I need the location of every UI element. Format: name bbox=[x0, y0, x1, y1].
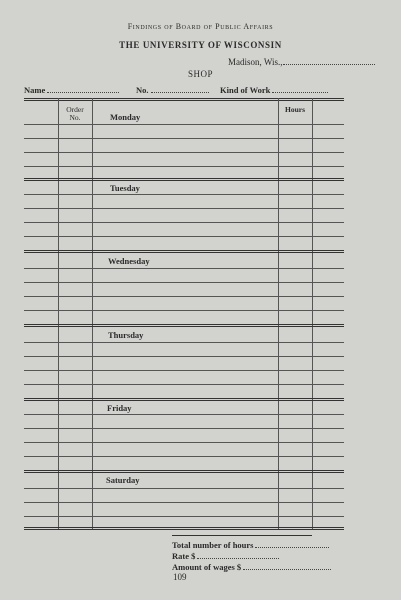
day-separator bbox=[24, 470, 344, 473]
rate-label: Rate $ bbox=[172, 551, 196, 561]
row-line bbox=[24, 442, 344, 443]
day-friday: Friday bbox=[107, 403, 132, 413]
row-line bbox=[24, 138, 344, 139]
row-line bbox=[24, 342, 344, 343]
row-line bbox=[24, 282, 344, 283]
row-line bbox=[24, 166, 344, 167]
day-separator bbox=[24, 178, 344, 181]
row-line bbox=[24, 208, 344, 209]
kind-of-work-label: Kind of Work bbox=[220, 85, 271, 95]
day-thursday: Thursday bbox=[108, 330, 144, 340]
hours-header: Hours bbox=[284, 105, 305, 114]
total-hours-blank bbox=[255, 547, 329, 548]
row-line bbox=[24, 310, 344, 311]
day-wednesday: Wednesday bbox=[108, 256, 150, 266]
last-col-divider bbox=[312, 98, 313, 530]
name-blank bbox=[47, 92, 119, 93]
number-label: No. bbox=[136, 85, 149, 95]
description-col-divider bbox=[92, 98, 93, 530]
location-line bbox=[228, 57, 375, 67]
wages-line bbox=[172, 562, 331, 572]
top-double-rule bbox=[24, 98, 344, 101]
day-monday: Monday bbox=[110, 112, 141, 122]
name-field bbox=[24, 85, 119, 95]
name-label: Name bbox=[24, 85, 46, 95]
rate-line bbox=[172, 551, 279, 561]
row-line bbox=[24, 456, 344, 457]
wages-label: Amount of wages $ bbox=[172, 562, 242, 572]
row-line bbox=[24, 516, 344, 517]
totals-rule bbox=[172, 535, 312, 536]
row-line bbox=[24, 384, 344, 385]
row-line bbox=[24, 488, 344, 489]
kind-of-work-blank bbox=[272, 92, 328, 93]
row-line bbox=[24, 356, 344, 357]
row-line bbox=[24, 152, 344, 153]
number-field bbox=[136, 85, 209, 95]
order-header-line1: Order bbox=[66, 105, 84, 114]
page-number: 109 bbox=[173, 572, 187, 582]
row-line bbox=[24, 428, 344, 429]
day-separator bbox=[24, 250, 344, 253]
row-line bbox=[24, 194, 344, 195]
bottom-double-rule bbox=[24, 527, 344, 530]
day-separator bbox=[24, 398, 344, 401]
row-line bbox=[24, 268, 344, 269]
hours-col-divider bbox=[278, 98, 279, 530]
order-header-line2: No. bbox=[69, 113, 81, 122]
row-line bbox=[24, 124, 344, 125]
rate-blank bbox=[197, 558, 279, 559]
wages-blank bbox=[243, 569, 331, 570]
shop-title: SHOP bbox=[187, 69, 213, 79]
timesheet-table bbox=[24, 98, 344, 530]
row-line bbox=[24, 296, 344, 297]
day-saturday: Saturday bbox=[106, 475, 140, 485]
date-blank bbox=[283, 64, 375, 65]
kind-of-work-field bbox=[220, 85, 328, 95]
day-tuesday: Tuesday bbox=[110, 183, 140, 193]
total-hours-label: Total number of hours bbox=[172, 540, 254, 550]
row-line bbox=[24, 502, 344, 503]
row-line bbox=[24, 222, 344, 223]
total-hours-line bbox=[172, 540, 329, 550]
row-line bbox=[24, 370, 344, 371]
location-label: Madison, Wis., bbox=[228, 57, 283, 67]
order-col-divider bbox=[58, 98, 59, 530]
order-no-header bbox=[58, 106, 92, 122]
day-separator bbox=[24, 324, 344, 327]
row-line bbox=[24, 236, 344, 237]
findings-header: Findings of Board of Public Affairs bbox=[127, 22, 274, 31]
number-blank bbox=[151, 92, 209, 93]
university-title: THE UNIVERSITY OF WISCONSIN bbox=[119, 40, 282, 50]
row-line bbox=[24, 414, 344, 415]
